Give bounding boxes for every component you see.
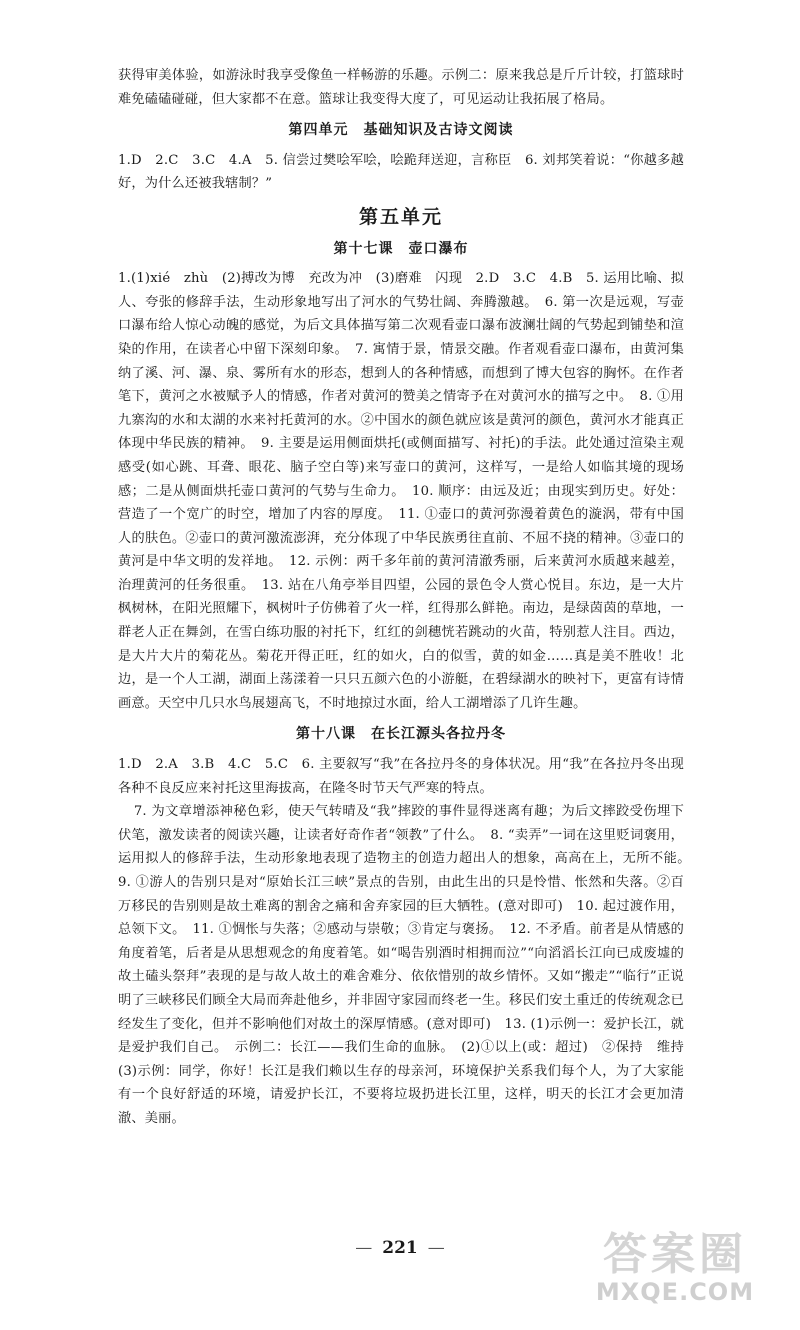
section-heading-unit-four: 第四单元 基础知识及古诗文阅读 [288, 122, 514, 139]
document-body [118, 64, 698, 1131]
paragraph-sports-example: 获得审美体验，如游泳时我享受像鱼一样畅游的乐趣。示例二：原来我总是斤斤计较，打篮球时难免磕磕碰碰，但大家都不在意。篮球让我变得大度了，可见运动让我拓展了格局。 [118, 68, 684, 107]
paragraph-unit-four-answers: 1.D 2.C 3.C 4.A 5. 信尝过樊哙军哙，哙跪拜送迎，言称臣 6. 刘邦笑着说：“你越多越好，为什么还被我辖制？” [118, 152, 684, 192]
watermark [560, 1218, 790, 1318]
page-number [300, 1238, 500, 1258]
page-number-dash-left: — [355, 1238, 373, 1258]
lesson-17-heading: 第十七课 壶口瀑布 [333, 240, 469, 257]
page-number-dash-right: — [427, 1238, 445, 1258]
unit-five-title: 第五单元 [358, 205, 443, 228]
watermark-logo: 答案圈 [603, 1229, 747, 1280]
paragraph-lesson-17-answers: 1.(1)xié zhù (2)搏改为博 充改为冲 (3)磨难 闪现 2.D 3.C 4.B 5. 运用比喻、拟人、夸张的修辞手法，生动形象地写出了河水的气势壮阔、奔腾激越。 6. 第一次是远观，写壶口瀑布给人惊心动魄的感觉，为后文具体描写第二次观看壶口瀑布波澜壮阔的气势起到铺垫和渲染的作用，在读者心中留下深刻印象。 7. 寓情于景，情景交融。作者观看壶口瀑布，由黄河集纳了溪、河、瀑、泉、雾所有水的形态，想到人的各种情感，而想到了博大包容的胸怀。在作者笔下，黄河之水被赋予人的情感，作者对黄河的赞美之情寄予在对黄河水的描写之中。 8. ①用九寨沟的水和太湖的水来衬托黄河的水。②中国水的颜色就应该是黄河的颜色，黄河水才能真正体现中华民族的精神。 9. 主要是运用侧面烘托(或侧面描写、衬托)的手法。此处通过渲染主观感受(如心跳、耳聋、眼花、脑子空白等)来写壶口的黄河，这样写，一是给人如临其境的现场感；二是从侧面烘托壶口黄河的气势与生命力。 10. 顺序：由远及近；由现实到历史。好处：营造了一个宽广的时空，增加了内容的厚度。 11. ①壶口的黄河弥漫着黄色的漩涡，带有中国人的肤色。②壶口的黄河激流澎湃，充分体现了中华民族勇往直前、不屈不挠的精神。③壶口的黄河是中华文明的发祥地。 12. 示例：两千多年前的黄河清澈秀丽，后来黄河水质越来越差，治理黄河的任务很重。 13. 站在八角亭举目四望，公园的景色令人赏心悦目。东边，是一大片枫树林，在阳光照耀下，枫树叶子仿佛着了火一样，红得那么鲜艳。南边，是绿茵茵的草地，一群老人正在舞剑，在雪白练功服的衬托下，红红的剑穗恍若跳动的火苗，特别惹人注目。西边，是大片大片的菊花丛。菊花开得正旺，红的如火，白的似雪，黄的如金……真是美不胜收！北边，是一个人工湖，湖面上荡漾着一只只五颜六色的小游艇，在碧绿湖水的映衬下，更富有诗情画意。天空中几只水鸟展翅高飞，不时地掠过水面，给人工湖增添了几许生趣。 [118, 271, 684, 711]
page-number-value: 221 [382, 1238, 418, 1258]
paragraph-lesson-18-answers-a: 1.D 2.A 3.B 4.C 5.C 6. 主要叙写“我”在各拉丹冬的身体状况。用“我”在各拉丹冬出现各种不良反应来衬托这里海拔高，在隆冬时节天气严寒的特点。 [118, 757, 684, 796]
lesson-18-heading: 第十八课 在长江源头各拉丹冬 [296, 726, 506, 743]
paragraph-lesson-18-answers-b: 7. 为文章增添神秘色彩，使天气转晴及“我”摔跤的事件显得迷离有趣；为后文摔跤受伤埋下伏笔，激发读者的阅读兴趣，让读者好奇作者“领教”了什么。 8. “卖弄”一词在这里贬词褒用，运用拟人的修辞手法，生动形象地表现了造物主的创造力超出人的想象，高高在上，无所不能。 9. ①游人的告别只是对“原始长江三峡”景点的告别，由此生出的只是怜惜、怅然和失落。②百万移民的告别则是故土难离的割舍之痛和舍弃家园的巨大牺牲。(意对即可) 10. 起过渡作用，总领下文。 11. ①惆怅与失落；②感动与崇敬；③肯定与褒扬。 12. 不矛盾。前者是从情感的角度着笔，后者是从思想观念的角度着笔。如“喝告别酒时相拥而泣”“向滔滔长江向已成废墟的故土磕头祭拜”表现的是与故人故土的难舍难分、依依惜别的故乡情怀。又如“搬走”“临行”正说明了三峡移民们顾全大局而奔赴他乡，并非固守家园而终老一生。移民们安土重迁的传统观念已经发生了变化，但并不影响他们对故土的深厚情感。(意对即可) 13. (1)示例一：爱护长江，就是爱护我们自己。 示例二：长江——我们生命的血脉。 (2)①以上(或：超过) ②保持 维持 (3)示例：同学，你好！长江是我们赖以生存的母亲河，环境保护关系我们每个人，为了大家能有一个良好舒适的环境，请爱护长江，不要将垃圾扔进长江里，这样，明天的长江才会更加清澈、美丽。 [118, 804, 698, 1126]
watermark-url: MXQE.COM [595, 1278, 755, 1306]
